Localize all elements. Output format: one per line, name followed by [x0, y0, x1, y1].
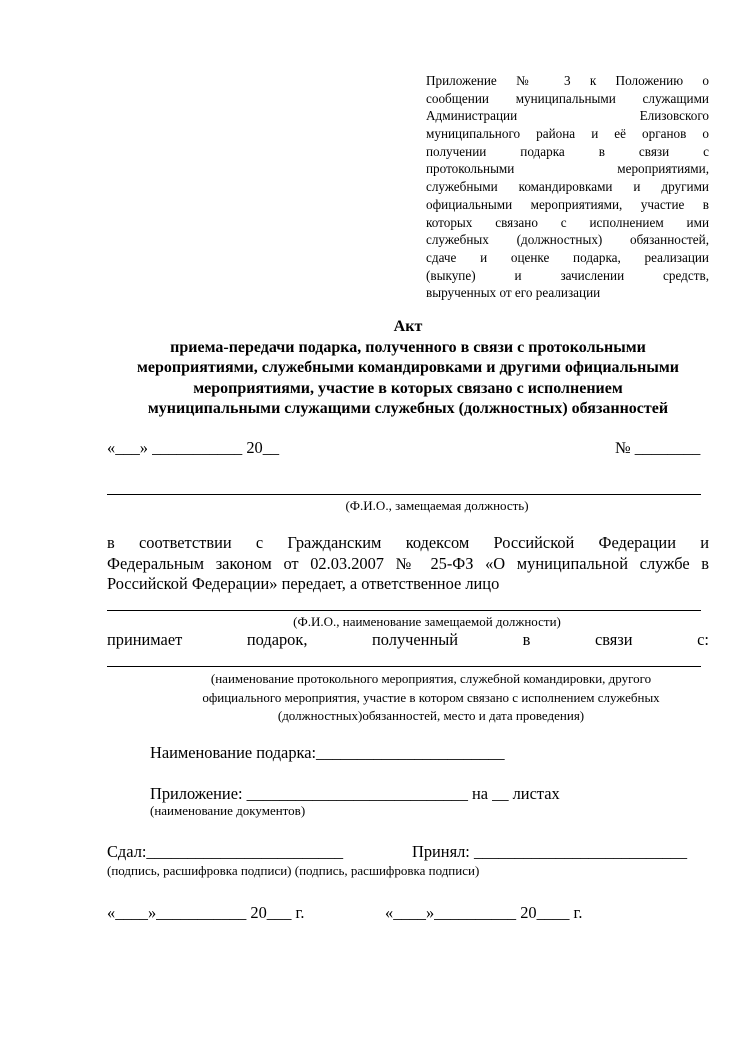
date-field: «___» ___________ 20__: [107, 438, 280, 457]
appendix-line: (выкупе) и зачислении средств,: [426, 267, 709, 283]
event-caption-line: (наименование протокольного мероприятия, служебной командировки, другого: [210, 671, 652, 686]
handed-over-date: «____»___________ 20___ г.: [107, 903, 305, 922]
title-line: приема-передачи подарка, полученного в связи с протокольными: [170, 338, 646, 356]
appendix-line: сообщении муниципальными служащими: [426, 90, 709, 106]
appendix-line: получении подарка в связи с: [426, 143, 709, 159]
document-title: [60, 317, 745, 420]
accepted-field: Принял: __________________________: [412, 842, 688, 861]
signature-caption: (подпись, расшифровка подписи) (подпись, расшифровка подписи): [107, 863, 480, 878]
appendix-line: сдаче и оценке подарка, реализации: [426, 249, 709, 265]
title-line: мероприятиями, участие в которых связано с исполнением: [193, 379, 623, 397]
title-line: мероприятиями, служебными командировками и другими официальными: [137, 359, 679, 376]
transfer-paragraph: [107, 533, 709, 595]
accepted-date: «____»__________ 20____ г.: [385, 903, 583, 922]
gift-name-field: Наименование подарка:_______________________: [150, 743, 505, 762]
appendix-line: Администрации Елизовского: [426, 108, 709, 124]
appendix-note: [426, 72, 709, 302]
appendix-line: служебными командировками и другими: [426, 179, 709, 195]
title-line: муниципальными служащими служебных (должностных) обязанностей: [147, 400, 669, 417]
number-field: № ________: [615, 438, 701, 457]
event-caption: [107, 670, 745, 726]
appendix-line: официальными мероприятиями, участие в: [426, 196, 709, 212]
accepts-line: принимает подарок, полученный в связи с:: [107, 630, 709, 649]
fio-position-line: [107, 494, 701, 495]
fio-recipient-caption: (Ф.И.О., наименование замещаемой должности): [293, 614, 561, 629]
attachment-field: Приложение: ___________________________ на __ листах: [150, 784, 560, 803]
handed-over-field: Сдал:________________________: [107, 842, 344, 861]
fio-position-caption: (Ф.И.О., замещаемая должность): [345, 498, 529, 513]
paragraph-line: в соответствии с Гражданским кодексом Российской Федерации и: [107, 533, 709, 552]
appendix-line: которых связано с исполнением ими: [426, 214, 709, 230]
appendix-line: вырученных от его реализации: [426, 285, 601, 301]
appendix-line: Приложение № 3 к Положению о: [426, 73, 709, 88]
paragraph-line: Российской Федерации» передает, а ответственное лицо: [107, 574, 500, 593]
appendix-line: служебных (должностных) обязанностей,: [426, 232, 709, 248]
event-caption-line: официального мероприятия, участие в котором связано с исполнением служебных: [202, 689, 660, 705]
event-caption-line: (должностных)обязанностей, место и дата проведения): [277, 708, 585, 723]
paragraph-line: Федеральным законом от 02.03.2007 № 25-ФЗ «О муниципальной службе в: [107, 553, 709, 573]
title-line: Акт: [393, 318, 423, 335]
fio-recipient-line: [107, 610, 701, 611]
attachment-caption: (наименование документов): [150, 803, 306, 818]
event-line: [107, 666, 701, 667]
appendix-line: протокольными мероприятиями,: [426, 161, 709, 177]
appendix-line: муниципального района и её органов о: [426, 126, 709, 142]
